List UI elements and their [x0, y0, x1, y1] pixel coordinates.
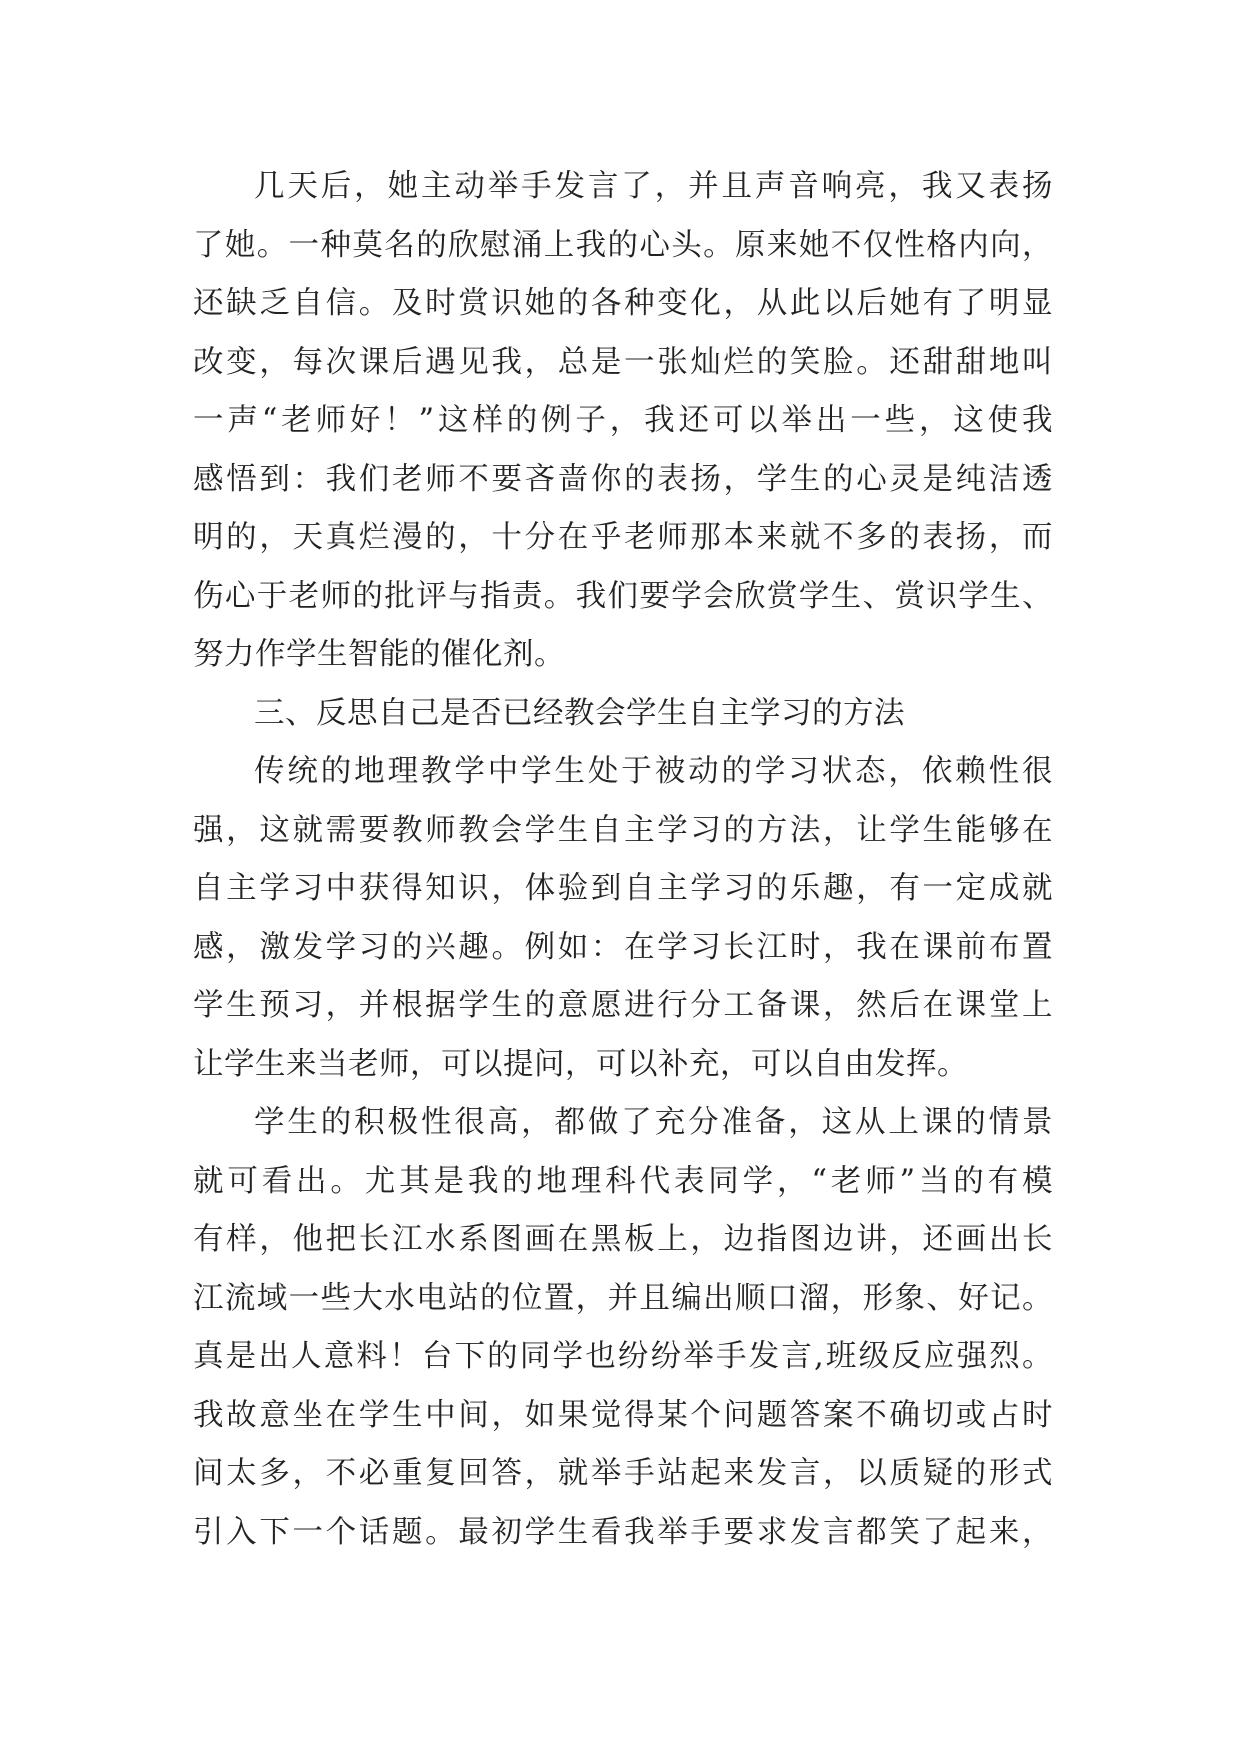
- text-line: 真是出人意料！台下的同学也纷纷举手发言,班级反应强烈。: [193, 1339, 1053, 1374]
- text-line: 努力作学生智能的催化剂。: [193, 637, 565, 672]
- text-line: 三、反思自己是否已经教会学生自主学习的方法: [254, 695, 905, 731]
- text-line: 自主学习中获得知识，体验到自主学习的乐趣，有一定成就: [193, 871, 1053, 906]
- text-line: 传统的地理教学中学生处于被动的学习状态，依赖性很: [254, 754, 1053, 789]
- text-line: 我故意坐在学生中间，如果觉得某个问题答案不确切或占时: [193, 1397, 1053, 1433]
- text-line: 学生的积极性很高，都做了充分准备，这从上课的情景: [254, 1105, 1053, 1140]
- text-line: 学生预习，并根据学生的意愿进行分工备课，然后在课堂上: [193, 988, 1053, 1023]
- text-line: 强，这就需要教师教会学生自主学习的方法，让学生能够在: [193, 812, 1053, 848]
- text-line: 有样，他把长江水系图画在黑板上，边指图边讲，还画出长: [193, 1222, 1053, 1257]
- text-line: 间太多，不必重复回答，就举手站起来发言，以质疑的形式: [193, 1456, 1053, 1491]
- text-line: 几天后，她主动举手发言了，并且声音响亮，我又表扬: [254, 169, 1053, 204]
- text-line: 改变，每次课后遇见我，总是一张灿烂的笑脸。还甜甜地叫: [193, 344, 1053, 380]
- text-line: 一声“老师好！”这样的例子，我还可以举出一些，这使我: [193, 403, 1053, 438]
- body-text: [193, 158, 1053, 1562]
- text-line: 明的，天真烂漫的，十分在乎老师那本来就不多的表扬，而: [193, 520, 1053, 555]
- text-line: 感悟到：我们老师不要吝啬你的表扬，学生的心灵是纯洁透: [193, 461, 1053, 497]
- text-line: 就可看出。尤其是我的地理科代表同学，“老师”当的有模: [193, 1163, 1053, 1199]
- text-line: 伤心于老师的批评与指责。我们要学会欣赏学生、赏识学生、: [193, 578, 1053, 614]
- text-line: 还缺乏自信。及时赏识她的各种变化，从此以后她有了明显: [193, 286, 1053, 321]
- text-line: 江流域一些大水电站的位置，并且编出顺口溜，形象、好记。: [193, 1280, 1053, 1316]
- text-line: 感，激发学习的兴趣。例如：在学习长江时，我在课前布置: [193, 929, 1053, 965]
- text-line: 让学生来当老师，可以提问，可以补充，可以自由发挥。: [193, 1046, 968, 1082]
- text-line: 了她。一种莫名的欣慰涌上我的心头。原来她不仅性格内向，: [193, 227, 1053, 263]
- text-line: 引入下一个话题。最初学生看我举手要求发言都笑了起来，: [193, 1514, 1053, 1550]
